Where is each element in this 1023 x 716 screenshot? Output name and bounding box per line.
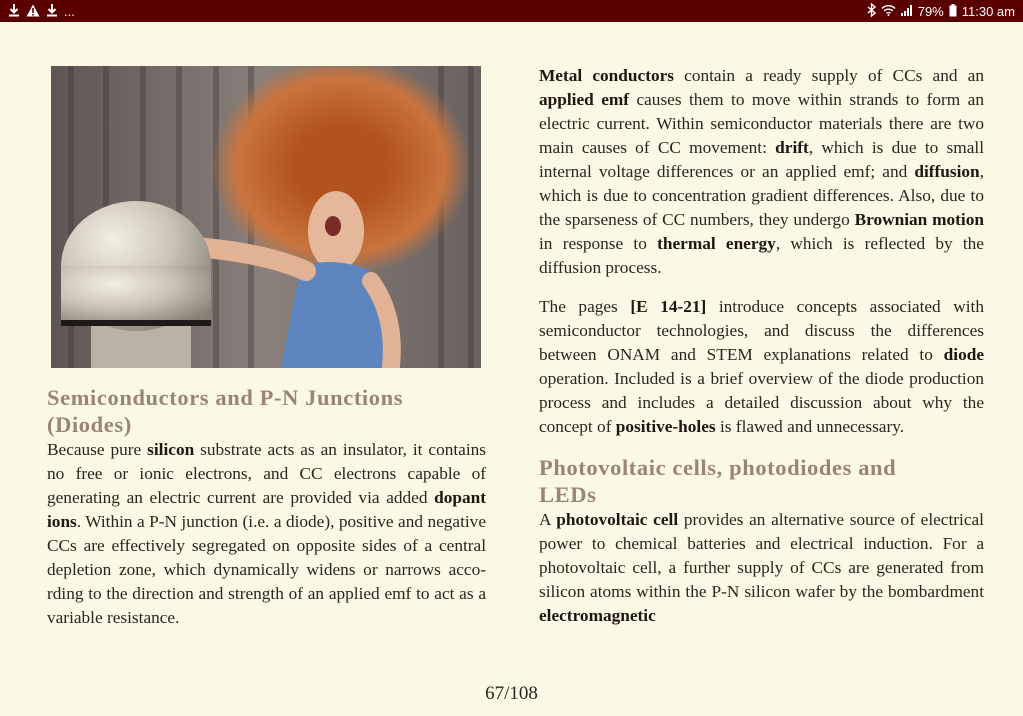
wifi-icon	[881, 4, 896, 20]
battery-icon	[949, 4, 957, 21]
right-column	[539, 64, 984, 628]
warning-icon	[26, 4, 40, 21]
paragraph-conductors: Metal conductors contain a ready supply of CCs and an applied emf causes them to move within strands to form an electric current. Within semiconductor materials there are two main causes of CC movement: drift, which is due to small internal voltage differences or an applied emf; and diffusion, which is due to concentration gradient differences. Also, due to the sparseness of CC numbers, they undergo Brownian motion in response to thermal energy, which is reflected by the diffusion process.	[539, 66, 984, 277]
section-heading-semiconductors: Semiconductors and P-N Junctions (Diodes)	[47, 385, 404, 437]
term-silicon: silicon	[147, 440, 195, 459]
paragraph-pages-reference: The pages [E 14-21] introduce concepts associated with semiconductor technologies, and discuss the differences between ONAM and STEM explanations related to diode operation. Included is a brief overview of the diode production process and includes a detailed discussion about why the concept of positive-holes is flawed and unnecessary.	[539, 297, 984, 436]
clock: 11:30 am	[961, 4, 1015, 19]
status-bar	[0, 0, 1023, 22]
download-icon	[46, 3, 58, 21]
page-reference-link[interactable]: [E 14-21]	[630, 297, 707, 316]
paragraph-semiconductors: Because pure silicon substrate acts as an insulator, it contains no free or ionic electrons, and CC electrons capable of generating an electric current are provided via added dopant ions. Within a P-N junction (i.e. a diode), positive and negative CCs are effectively segregated on opposite sides of a central depletion zone, which dynamically widens or narrows according to the direction and strength of an applied emf to act as a variable resistance.	[47, 440, 486, 627]
battery-level: 79%	[917, 4, 944, 19]
term-dopant-ions: dopant ions	[47, 488, 486, 531]
page-indicator: 67/108	[485, 683, 538, 704]
illustration-photo	[51, 66, 481, 368]
left-column	[47, 384, 486, 630]
signal-icon	[901, 4, 913, 20]
bluetooth-icon	[867, 3, 876, 21]
more-notifications: ...	[64, 4, 75, 19]
section-heading-photovoltaic: Photovoltaic cells, photodiodes and LEDs	[539, 455, 897, 507]
paragraph-photovoltaic: A photovoltaic cell provides an alternative source of electrical power to chemical batteries and electrical induction. For a photovoltaic cell, a further supply of CCs are generated from silicon atoms within the P-N silicon wafer by the bombardment electromagnetic	[539, 510, 984, 625]
download-icon	[8, 3, 20, 21]
